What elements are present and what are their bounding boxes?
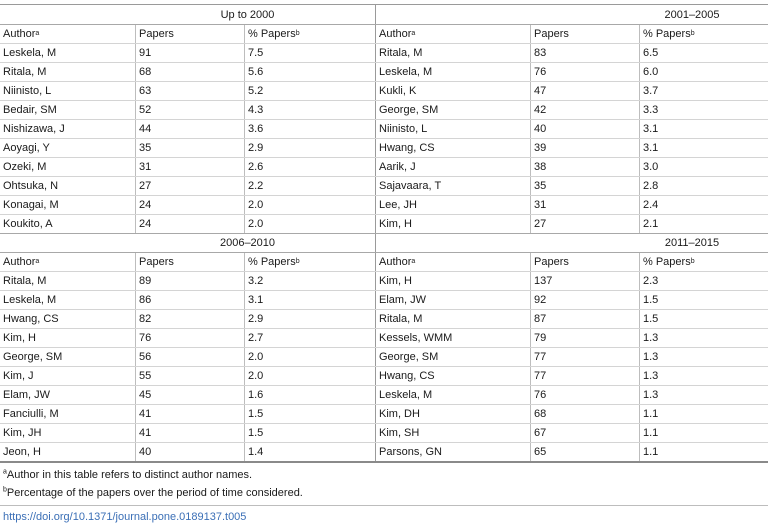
pct-papers-cell: 1.5 — [643, 294, 659, 306]
author-cell: Niinisto, L — [0, 82, 136, 100]
header-author: Author a — [376, 25, 531, 43]
author-cell: Elam, JW — [376, 291, 531, 309]
papers-cell: 68 — [531, 405, 640, 423]
papers-cell: 65 — [531, 443, 640, 461]
pct-papers-cell: 7.5 — [245, 44, 376, 62]
author-cell: Ohtsuka, N — [0, 177, 136, 195]
table-row — [0, 271, 768, 290]
table-row — [0, 385, 768, 404]
author-cell: Kim, SH — [376, 424, 531, 442]
papers-cell: 137 — [531, 272, 640, 290]
table-row — [0, 423, 768, 442]
pct-papers-cell: 1.3 — [643, 370, 659, 382]
pct-papers-cell: 2.2 — [245, 177, 376, 195]
header-pct-papers-text: % Papers — [248, 28, 296, 40]
papers-cell: 55 — [136, 367, 245, 385]
column-header-row — [0, 24, 768, 43]
header-pct-papers: % Papers b — [643, 256, 695, 268]
pct-papers-cell: 1.5 — [643, 313, 659, 325]
papers-cell: 87 — [531, 310, 640, 328]
table-row — [0, 62, 768, 81]
papers-cell: 44 — [136, 120, 245, 138]
papers-cell: 79 — [531, 329, 640, 347]
papers-cell: 40 — [531, 120, 640, 138]
table-row — [0, 195, 768, 214]
table-row — [0, 157, 768, 176]
header-author-text: Author — [3, 256, 36, 268]
papers-cell: 68 — [136, 63, 245, 81]
header-papers — [136, 253, 245, 271]
pct-papers-cell: 3.1 — [245, 291, 376, 309]
author-cell: Elam, JW — [0, 386, 136, 404]
pct-papers-cell: 3.2 — [245, 272, 376, 290]
author-cell: Hwang, CS — [0, 310, 136, 328]
header-papers-text: Papers — [139, 28, 174, 40]
pct-papers-cell: 1.5 — [245, 405, 376, 423]
author-cell: Kim, H — [0, 329, 136, 347]
table-row — [0, 328, 768, 347]
papers-cell: 27 — [531, 215, 640, 233]
author-cell: Niinisto, L — [376, 120, 531, 138]
papers-cell: 67 — [531, 424, 640, 442]
pct-papers-cell: 6.5 — [643, 47, 659, 59]
author-cell: George, SM — [376, 348, 531, 366]
author-cell: Sajavaara, T — [376, 177, 531, 195]
papers-cell: 24 — [136, 215, 245, 233]
column-header-row — [0, 252, 768, 271]
header-pct-papers: % Papers b — [245, 253, 376, 271]
table-row — [0, 138, 768, 157]
header-pct-papers-text: % Papers — [643, 256, 691, 268]
papers-cell: 27 — [136, 177, 245, 195]
papers-cell: 91 — [136, 44, 245, 62]
author-cell: Ritala, M — [376, 44, 531, 62]
header-author: Author a — [0, 253, 136, 271]
author-cell: Fanciulli, M — [0, 405, 136, 423]
pct-papers-cell: 2.9 — [245, 310, 376, 328]
author-cell: Konagai, M — [0, 196, 136, 214]
papers-cell: 42 — [531, 101, 640, 119]
table-row — [0, 290, 768, 309]
pct-papers-cell: 1.4 — [245, 443, 376, 461]
author-cell: George, SM — [0, 348, 136, 366]
papers-cell: 92 — [531, 291, 640, 309]
author-cell: Kukli, K — [376, 82, 531, 100]
author-cell: Leskela, M — [376, 63, 531, 81]
pct-papers-cell: 2.4 — [643, 199, 659, 211]
pct-papers-cell: 4.3 — [245, 101, 376, 119]
author-cell: Jeon, H — [0, 443, 136, 461]
author-table — [0, 5, 768, 461]
header-pct-papers-text: % Papers — [248, 256, 296, 268]
header-pct-papers: % Papers b — [643, 28, 695, 40]
period-label-left: 2006–2010 — [0, 234, 376, 252]
pct-papers-cell: 1.3 — [643, 351, 659, 363]
papers-cell: 35 — [136, 139, 245, 157]
author-cell: Koukito, A — [0, 215, 136, 233]
papers-cell: 47 — [531, 82, 640, 100]
pct-papers-cell: 2.9 — [245, 139, 376, 157]
period-label-right: 2001–2005 — [664, 8, 720, 21]
table-document — [0, 4, 768, 523]
author-cell: Ritala, M — [376, 310, 531, 328]
author-cell: Kim, DH — [376, 405, 531, 423]
table-row — [0, 347, 768, 366]
papers-cell: 82 — [136, 310, 245, 328]
pct-papers-cell: 5.6 — [245, 63, 376, 81]
table-row — [0, 442, 768, 461]
papers-cell: 86 — [136, 291, 245, 309]
table-row — [0, 119, 768, 138]
table-row — [0, 404, 768, 423]
period-label-right: 2011–2015 — [664, 237, 720, 249]
pct-papers-cell: 2.0 — [245, 196, 376, 214]
footnote-b — [0, 487, 768, 499]
doi-link[interactable]: https://doi.org/10.1371/journal.pone.0189137.t005 — [3, 511, 247, 523]
pct-papers-cell: 2.0 — [245, 215, 376, 233]
author-cell: Hwang, CS — [376, 139, 531, 157]
author-cell: Kim, JH — [0, 424, 136, 442]
papers-cell: 76 — [531, 386, 640, 404]
header-author-text: Author — [379, 256, 412, 268]
table-row — [0, 176, 768, 195]
papers-cell: 77 — [531, 367, 640, 385]
author-cell: Kessels, WMM — [376, 329, 531, 347]
pct-papers-cell: 2.0 — [245, 367, 376, 385]
papers-cell: 83 — [531, 44, 640, 62]
papers-cell: 39 — [531, 139, 640, 157]
pct-papers-cell: 2.1 — [643, 218, 659, 230]
pct-papers-cell: 1.3 — [643, 389, 659, 401]
author-cell: Bedair, SM — [0, 101, 136, 119]
pct-papers-cell: 1.1 — [643, 446, 659, 458]
pct-papers-cell: 3.1 — [643, 123, 659, 135]
table-row — [0, 366, 768, 385]
papers-cell: 63 — [136, 82, 245, 100]
author-cell: Ritala, M — [0, 272, 136, 290]
papers-cell: 77 — [531, 348, 640, 366]
table-row — [0, 43, 768, 62]
header-papers — [531, 25, 640, 43]
papers-cell: 35 — [531, 177, 640, 195]
papers-cell: 31 — [136, 158, 245, 176]
author-cell: Parsons, GN — [376, 443, 531, 461]
header-papers — [531, 253, 640, 271]
papers-cell: 56 — [136, 348, 245, 366]
papers-cell: 89 — [136, 272, 245, 290]
pct-papers-cell: 1.5 — [245, 424, 376, 442]
table-row — [0, 100, 768, 119]
author-cell: Ritala, M — [0, 63, 136, 81]
table-row — [0, 214, 768, 233]
pct-papers-cell: 1.1 — [643, 427, 659, 439]
header-papers — [136, 25, 245, 43]
pct-papers-cell: 3.1 — [643, 142, 659, 154]
pct-papers-cell: 3.3 — [643, 104, 659, 116]
papers-cell: 76 — [531, 63, 640, 81]
author-cell: Ozeki, M — [0, 158, 136, 176]
author-cell: Leskela, M — [376, 386, 531, 404]
header-author: Author a — [0, 25, 136, 43]
author-cell: Kim, H — [376, 215, 531, 233]
author-cell: Leskela, M — [0, 44, 136, 62]
pct-papers-cell: 3.6 — [245, 120, 376, 138]
papers-cell: 45 — [136, 386, 245, 404]
pct-papers-cell: 2.6 — [245, 158, 376, 176]
period-header-row — [0, 233, 768, 252]
pct-papers-cell: 2.7 — [245, 329, 376, 347]
footnote-a-text: Author in this table refers to distinct author names. — [6, 469, 253, 481]
author-cell: George, SM — [376, 101, 531, 119]
author-cell: Aoyagi, Y — [0, 139, 136, 157]
footnote-b-text: Percentage of the papers over the period of time considered. — [6, 487, 303, 499]
papers-cell: 24 — [136, 196, 245, 214]
pct-papers-cell: 3.0 — [643, 161, 659, 173]
pct-papers-cell: 6.0 — [643, 66, 659, 78]
author-cell: Kim, J — [0, 367, 136, 385]
author-cell: Aarik, J — [376, 158, 531, 176]
table-row — [0, 309, 768, 328]
header-pct-papers: % Papers b — [245, 25, 376, 43]
header-papers-text: Papers — [139, 256, 174, 268]
pct-papers-cell: 1.6 — [245, 386, 376, 404]
footnote-a-marker: a — [3, 468, 7, 476]
pct-papers-cell: 2.3 — [643, 275, 659, 287]
papers-cell: 38 — [531, 158, 640, 176]
papers-cell: 40 — [136, 443, 245, 461]
papers-cell: 31 — [531, 196, 640, 214]
papers-cell: 41 — [136, 424, 245, 442]
header-papers-text: Papers — [534, 28, 569, 40]
papers-cell: 52 — [136, 101, 245, 119]
author-cell: Leskela, M — [0, 291, 136, 309]
header-author-text: Author — [3, 28, 36, 40]
pct-papers-cell: 1.3 — [643, 332, 659, 344]
header-author-text: Author — [379, 28, 412, 40]
pct-papers-cell: 1.1 — [643, 408, 659, 420]
table-row — [0, 81, 768, 100]
papers-cell: 76 — [136, 329, 245, 347]
author-cell: Lee, JH — [376, 196, 531, 214]
author-cell: Hwang, CS — [376, 367, 531, 385]
pct-papers-cell: 5.2 — [245, 82, 376, 100]
author-cell: Kim, H — [376, 272, 531, 290]
period-header-row — [0, 5, 768, 24]
pct-papers-cell: 3.7 — [643, 85, 659, 97]
header-papers-text: Papers — [534, 256, 569, 268]
header-pct-papers-text: % Papers — [643, 28, 691, 40]
footnote-b-marker: b — [3, 486, 7, 494]
footnote-a — [0, 469, 768, 481]
author-cell: Nishizawa, J — [0, 120, 136, 138]
pct-papers-cell: 2.8 — [643, 180, 659, 192]
pct-papers-cell: 2.0 — [245, 348, 376, 366]
period-label-left: Up to 2000 — [0, 5, 376, 24]
papers-cell: 41 — [136, 405, 245, 423]
header-author: Author a — [376, 253, 531, 271]
